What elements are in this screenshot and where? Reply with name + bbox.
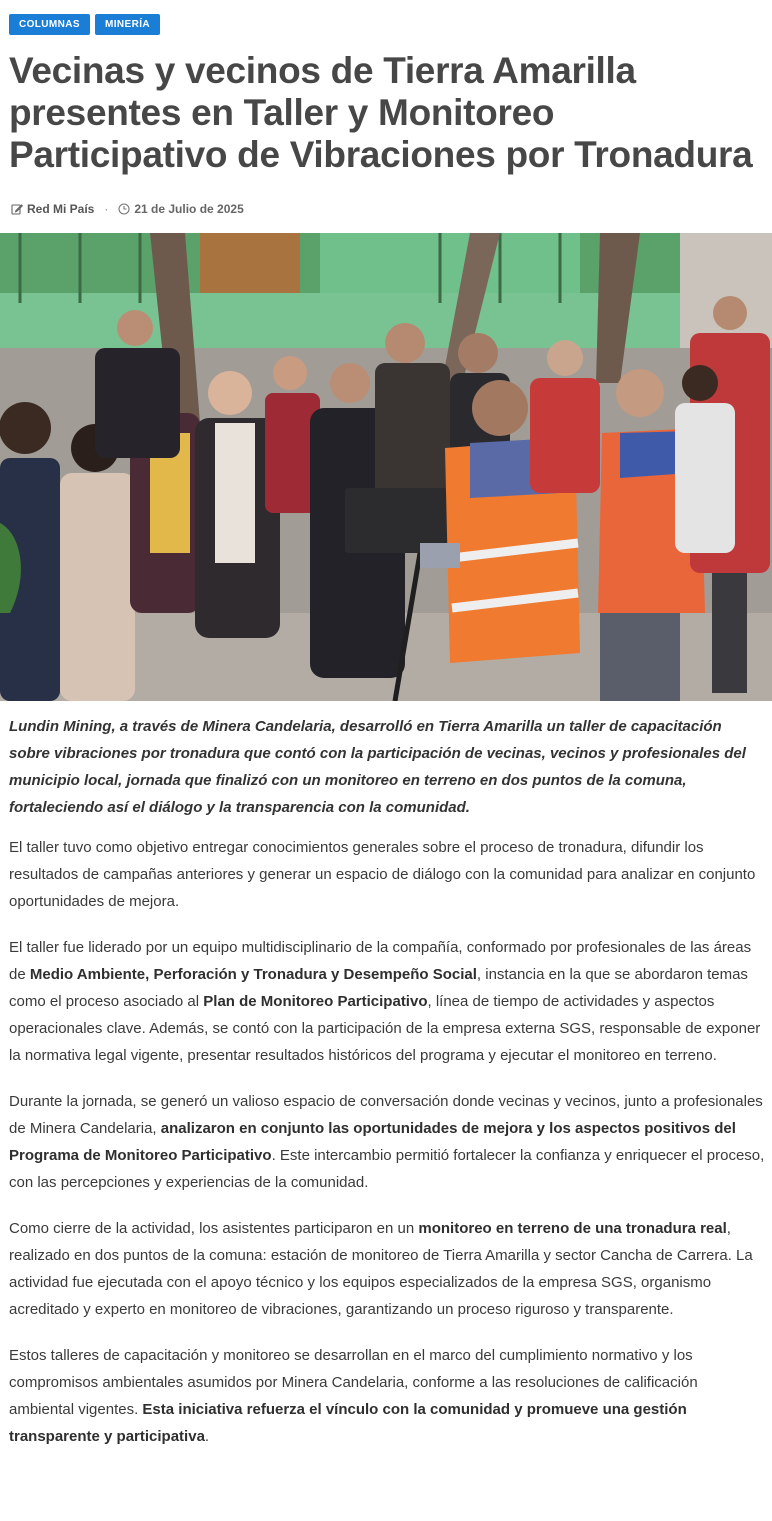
paragraph-5-text-a: Estos talleres de capacitación y monitoreo se desarrollan en el marco del cumplimiento normativo y los compromisos ambientales asumidos por Minera Candelaria, conforme a las resoluciones de calificación ambiental vigentes.	[9, 1347, 698, 1418]
article-title: Vecinas y vecinos de Tierra Amarilla presentes en Taller y Monitoreo Participativo de Vibraciones por Tronadura	[9, 50, 753, 175]
publish-date: 21 de Julio de 2025	[134, 202, 244, 216]
paragraph-2-text-c: , instancia en la que se abordaron temas como el proceso asociado al	[9, 966, 748, 1010]
paragraph-2	[9, 934, 765, 1069]
paragraph-3-bold: analizaron en conjunto las oportunidades de mejora y los aspectos positivos del Programa de Monitoreo Participativo	[9, 1120, 736, 1164]
edit-icon	[11, 203, 23, 215]
article-body	[9, 713, 765, 1469]
paragraph-1: El taller tuvo como objetivo entregar conocimientos generales sobre el proceso de tronadura, difundir los resultados de campañas anteriores y generar un espacio de diálogo con la comunidad para analizar en conjunto oportunidades de mejora.	[9, 839, 756, 910]
paragraph-2-bold-areas: Medio Ambiente, Perforación y Tronadura y Desempeño Social	[29, 966, 477, 983]
category-tags	[9, 14, 160, 35]
paragraph-4-bold: monitoreo en terreno de una tronadura real	[418, 1220, 727, 1237]
paragraph-4-text-a: Como cierre de la actividad, los asistentes participaron en un	[9, 1220, 419, 1237]
paragraph-2-text-d: , línea de tiempo de actividades y aspectos operacionales clave. Además, se contó con la participación de la empresa externa SGS, responsable de exponer la normativa legal vigente, presentar resultados históricos del programa y ejecutar el monitoreo en terreno.	[9, 993, 761, 1064]
paragraph-3-text-a: Durante la jornada, se generó un valioso espacio de conversación donde vecinas y vecinos, junto a profesionales de Minera Candelaria,	[9, 1093, 763, 1137]
paragraph-2-text-a: El taller fue liderado por un equipo multidisciplinario de la compañía, conformado por profesionales de las áreas de	[9, 939, 752, 983]
meta-separator: ·	[104, 202, 109, 216]
paragraph-5-bold: Esta iniciativa refuerza el vínculo con la comunidad y promueve una gestión transparente y participativa	[9, 1401, 687, 1445]
paragraph-4-text-c: , realizado en dos puntos de la comuna: estación de monitoreo de Tierra Amarilla y sector Cancha de Carrera. La actividad fue ejecutada con el apoyo técnico y los equipos especializados de la empresa SGS, organismo acreditado y experto en monitoreo de vibraciones, garantizando un proceso riguroso y transparente.	[9, 1220, 753, 1318]
photo-illustration	[0, 233, 772, 701]
tag-mineria[interactable]: MINERÍA	[95, 14, 160, 35]
clock-icon	[118, 203, 130, 215]
paragraph-5-text-c: .	[204, 1428, 210, 1445]
lead-paragraph: Lundin Mining, a través de Minera Candelaria, desarrolló en Tierra Amarilla un taller de capacitación sobre vibraciones por tronadura que contó con la participación de vecinas, vecinos y profesionales del municipio local, jornada que finalizó con un monitoreo en terreno en dos puntos de la comuna, fortaleciendo así el diálogo y la transparencia con la comunidad.	[9, 718, 746, 816]
paragraph-5	[9, 1342, 765, 1450]
tag-columnas[interactable]: COLUMNAS	[9, 14, 90, 35]
paragraph-3	[9, 1088, 765, 1196]
paragraph-2-bold-plan: Plan de Monitoreo Participativo	[203, 993, 428, 1010]
paragraph-4	[9, 1215, 765, 1323]
article-meta	[11, 202, 244, 216]
article-photo	[0, 233, 772, 701]
paragraph-3-text-c: . Este intercambio permitió fortalecer la confianza y enriquecer el proceso, con las percepciones y experiencias de la comunidad.	[9, 1147, 765, 1191]
author-link[interactable]: Red Mi País	[27, 202, 95, 216]
